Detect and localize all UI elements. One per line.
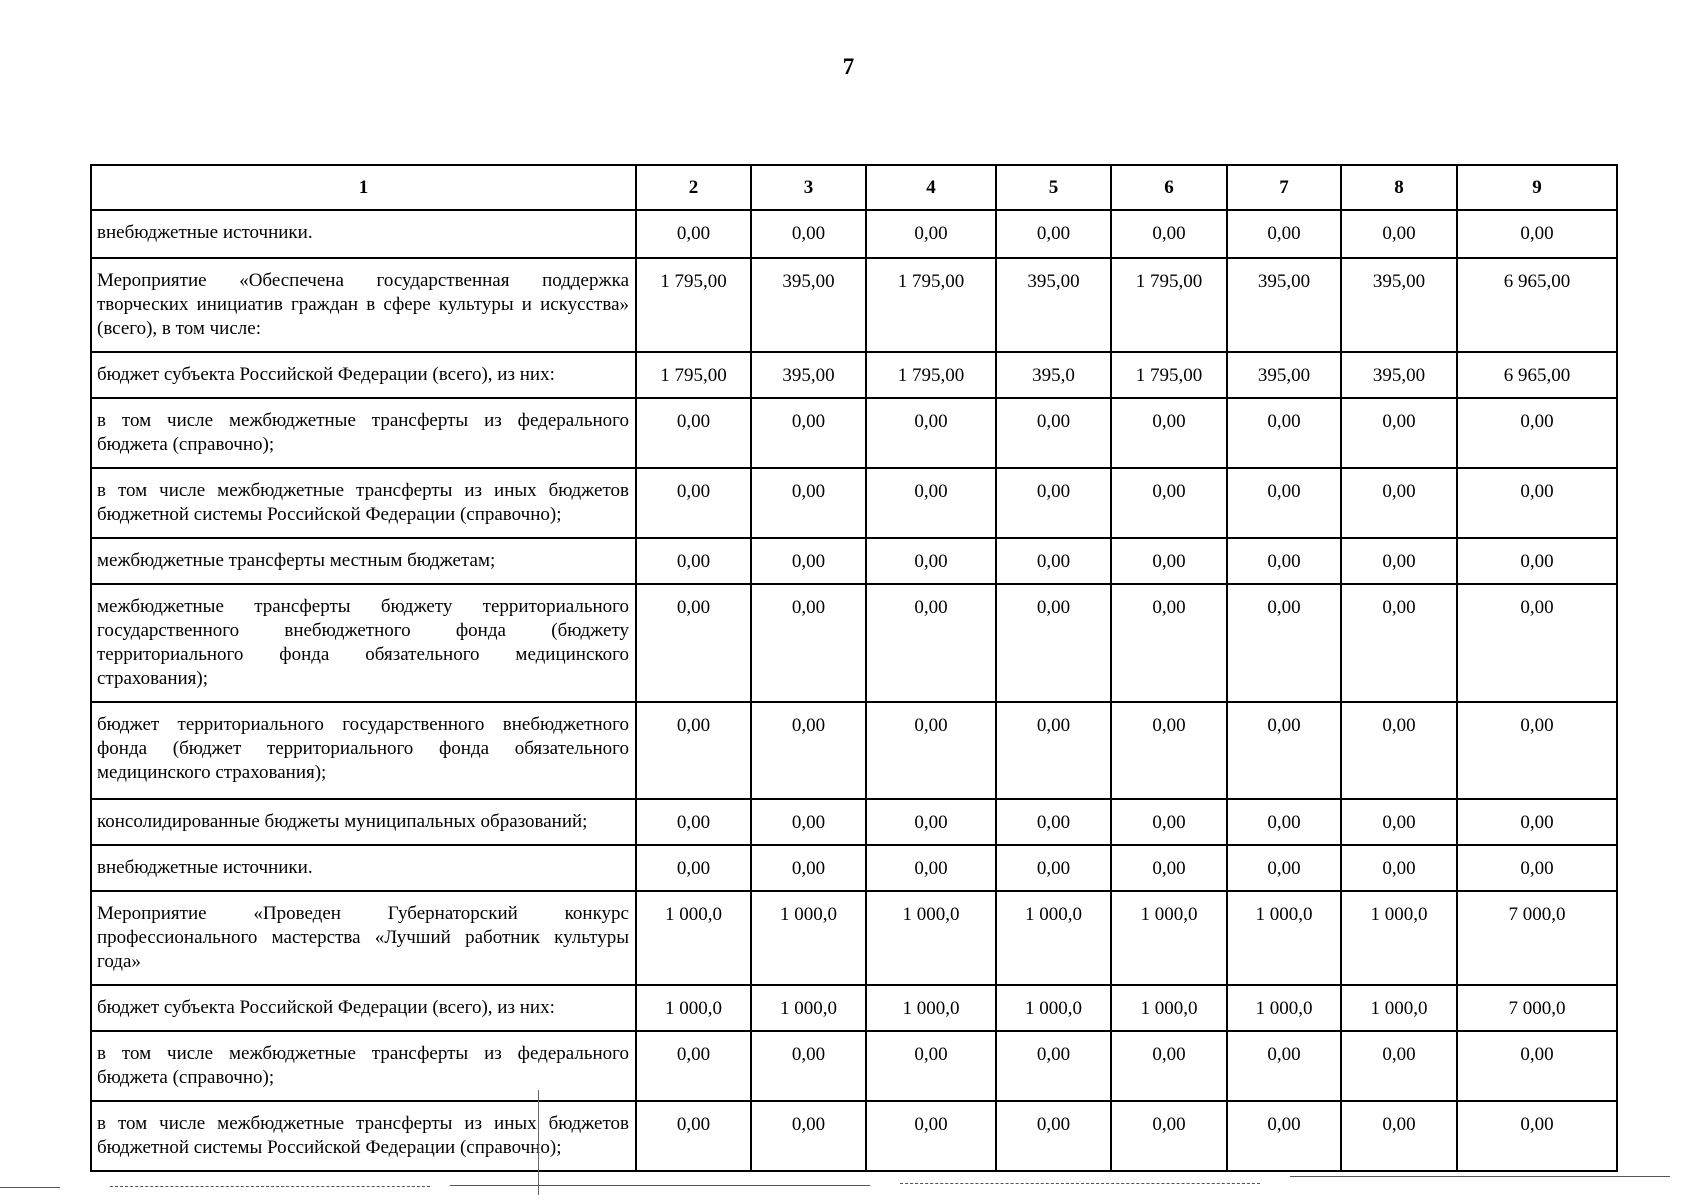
cell-value: 1 000,0 [636,985,751,1031]
cell-value: 0,00 [1457,468,1617,538]
cell-value: 0,00 [866,1031,996,1101]
cell-value: 0,00 [1227,845,1341,891]
table-row [91,1101,1617,1171]
row-label: межбюджетные трансферты местным бюджетам; [91,538,636,584]
cell-value: 0,00 [1341,1031,1457,1101]
cell-value: 1 000,0 [636,891,751,985]
table-row [91,210,1617,258]
cell-value: 0,00 [1341,584,1457,702]
cell-value: 1 000,0 [866,891,996,985]
cell-value: 0,00 [1227,538,1341,584]
cell-value: 0,00 [866,584,996,702]
cell-value: 395,00 [751,352,866,398]
table-header-row [91,165,1617,210]
scan-artifact-vertical-line [538,1090,539,1195]
row-label: внебюджетные источники. [91,845,636,891]
cell-value: 6 965,00 [1457,352,1617,398]
table-row [91,352,1617,398]
cell-value: 0,00 [636,584,751,702]
cell-value: 1 000,0 [1111,985,1227,1031]
cell-value: 0,00 [1227,468,1341,538]
cell-value: 0,00 [636,702,751,799]
cell-value: 0,00 [1341,845,1457,891]
cell-value: 0,00 [751,799,866,845]
cell-value: 0,00 [1111,584,1227,702]
table-row [91,702,1617,799]
cell-value: 0,00 [996,538,1111,584]
table-row [91,538,1617,584]
cell-value: 0,00 [1341,1101,1457,1171]
cell-value: 0,00 [996,584,1111,702]
cell-value: 0,00 [996,1031,1111,1101]
cell-value: 0,00 [866,845,996,891]
table-row [91,584,1617,702]
cell-value: 395,00 [996,258,1111,352]
cell-value: 0,00 [1227,799,1341,845]
cell-value: 0,00 [1341,398,1457,468]
cell-value: 1 000,0 [1341,985,1457,1031]
row-label: бюджет территориального государственного внебюджетного фонда (бюджет территориального фонда обязательного медицинского страхования); [91,702,636,799]
scan-artifact-line [0,1187,60,1188]
cell-value: 0,00 [996,398,1111,468]
row-label: в том числе межбюджетные трансферты из федерального бюджета (справочно); [91,398,636,468]
cell-value: 7 000,0 [1457,891,1617,985]
cell-value: 0,00 [1111,799,1227,845]
cell-value: 1 000,0 [1227,985,1341,1031]
cell-value: 0,00 [866,1101,996,1171]
table-row [91,985,1617,1031]
cell-value: 0,00 [751,538,866,584]
cell-value: 1 000,0 [751,891,866,985]
cell-value: 0,00 [636,398,751,468]
scan-artifact-line [450,1185,870,1186]
cell-value: 0,00 [996,1101,1111,1171]
row-label: межбюджетные трансферты бюджету территориального государственного внебюджетного фонда (бюджету территориального фонда обязательного медицинского страхования); [91,584,636,702]
column-header: 9 [1457,165,1617,210]
row-label: в том числе межбюджетные трансферты из иных бюджетов бюджетной системы Российской Федерации (справочно); [91,468,636,538]
row-label: внебюджетные источники. [91,210,636,258]
cell-value: 0,00 [636,538,751,584]
cell-value: 0,00 [751,702,866,799]
cell-value: 0,00 [751,1101,866,1171]
cell-value: 0,00 [1457,799,1617,845]
cell-value: 0,00 [751,398,866,468]
column-header: 3 [751,165,866,210]
cell-value: 0,00 [636,1101,751,1171]
page-number: 7 [842,54,855,79]
cell-value: 1 795,00 [636,352,751,398]
cell-value: 0,00 [866,799,996,845]
row-label: бюджет субъекта Российской Федерации (всего), из них: [91,985,636,1031]
cell-value: 1 000,0 [996,891,1111,985]
cell-value: 0,00 [866,210,996,258]
cell-value: 6 965,00 [1457,258,1617,352]
cell-value: 0,00 [996,799,1111,845]
cell-value: 0,00 [866,468,996,538]
cell-value: 1 795,00 [1111,258,1227,352]
cell-value: 395,0 [996,352,1111,398]
cell-value: 0,00 [1111,468,1227,538]
column-header: 8 [1341,165,1457,210]
table-row [91,468,1617,538]
cell-value: 0,00 [636,845,751,891]
cell-value: 1 000,0 [1341,891,1457,985]
cell-value: 0,00 [996,845,1111,891]
cell-value: 0,00 [636,1031,751,1101]
cell-value: 1 795,00 [636,258,751,352]
cell-value: 0,00 [1111,1031,1227,1101]
cell-value: 395,00 [1227,258,1341,352]
cell-value: 0,00 [1457,210,1617,258]
scan-artifact-line [1290,1176,1670,1177]
cell-value: 0,00 [1227,210,1341,258]
column-header: 2 [636,165,751,210]
row-label: Мероприятие «Обеспечена государственная поддержка творческих инициатив граждан в сфере культуры и искусства» (всего), в том числе: [91,258,636,352]
cell-value: 0,00 [866,538,996,584]
cell-value: 0,00 [1457,845,1617,891]
cell-value: 1 000,0 [996,985,1111,1031]
cell-value: 0,00 [636,210,751,258]
cell-value: 0,00 [996,210,1111,258]
cell-value: 395,00 [1341,258,1457,352]
row-label: консолидированные бюджеты муниципальных образований; [91,799,636,845]
cell-value: 0,00 [1227,1101,1341,1171]
cell-value: 0,00 [1457,702,1617,799]
cell-value: 0,00 [1341,702,1457,799]
cell-value: 0,00 [1227,1031,1341,1101]
cell-value: 395,00 [1227,352,1341,398]
cell-value: 0,00 [751,210,866,258]
cell-value: 0,00 [1341,538,1457,584]
cell-value: 0,00 [866,398,996,468]
table-row [91,258,1617,352]
table-row [91,891,1617,985]
cell-value: 0,00 [1111,538,1227,584]
column-header: 7 [1227,165,1341,210]
cell-value: 0,00 [1341,468,1457,538]
cell-value: 0,00 [996,702,1111,799]
cell-value: 0,00 [866,702,996,799]
scan-artifact-line [900,1183,1260,1184]
cell-value: 1 795,00 [866,258,996,352]
cell-value: 1 795,00 [866,352,996,398]
cell-value: 0,00 [1457,584,1617,702]
cell-value: 0,00 [636,799,751,845]
table-row [91,398,1617,468]
column-header: 1 [91,165,636,210]
cell-value: 0,00 [1227,584,1341,702]
row-label: Мероприятие «Проведен Губернаторский конкурс профессионального мастерства «Лучший работник культуры года» [91,891,636,985]
cell-value: 0,00 [751,845,866,891]
cell-value: 0,00 [1111,1101,1227,1171]
cell-value: 1 000,0 [866,985,996,1031]
cell-value: 7 000,0 [1457,985,1617,1031]
cell-value: 0,00 [1457,1031,1617,1101]
cell-value: 395,00 [1341,352,1457,398]
row-label: в том числе межбюджетные трансферты из иных бюджетов бюджетной системы Российской Федерации (справочно); [91,1101,636,1171]
cell-value: 0,00 [1457,538,1617,584]
cell-value: 1 000,0 [1227,891,1341,985]
cell-value: 0,00 [1457,1101,1617,1171]
cell-value: 0,00 [1111,702,1227,799]
cell-value: 0,00 [751,1031,866,1101]
row-label: в том числе межбюджетные трансферты из федерального бюджета (справочно); [91,1031,636,1101]
cell-value: 0,00 [636,468,751,538]
table-row [91,1031,1617,1101]
cell-value: 0,00 [1341,210,1457,258]
cell-value: 1 000,0 [1111,891,1227,985]
budget-table [90,164,1618,1172]
cell-value: 0,00 [1227,398,1341,468]
table-row [91,845,1617,891]
cell-value: 0,00 [751,584,866,702]
scan-artifact-line [110,1186,430,1187]
cell-value: 0,00 [1227,702,1341,799]
cell-value: 0,00 [1111,398,1227,468]
cell-value: 0,00 [996,468,1111,538]
column-header: 5 [996,165,1111,210]
cell-value: 0,00 [1341,799,1457,845]
cell-value: 1 000,0 [751,985,866,1031]
cell-value: 1 795,00 [1111,352,1227,398]
cell-value: 395,00 [751,258,866,352]
row-label: бюджет субъекта Российской Федерации (всего), из них: [91,352,636,398]
cell-value: 0,00 [1457,398,1617,468]
column-header: 6 [1111,165,1227,210]
table-row [91,799,1617,845]
cell-value: 0,00 [751,468,866,538]
column-header: 4 [866,165,996,210]
cell-value: 0,00 [1111,845,1227,891]
cell-value: 0,00 [1111,210,1227,258]
